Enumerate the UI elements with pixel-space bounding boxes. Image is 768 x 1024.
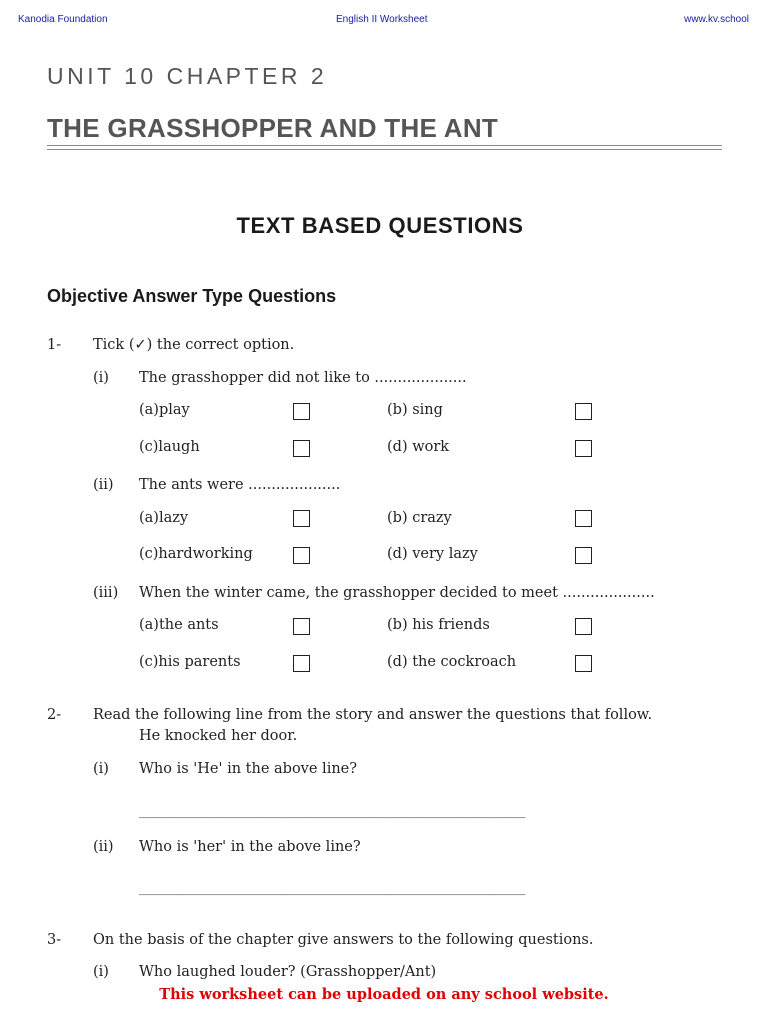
- option-label: (d) work: [387, 439, 450, 455]
- option-label: (b) crazy: [387, 510, 452, 526]
- question-prompt: On the basis of the chapter give answers to the following questions.: [93, 932, 594, 948]
- option-label: (b) sing: [387, 402, 443, 418]
- option-checkbox[interactable]: [293, 618, 310, 635]
- option-checkbox[interactable]: [575, 440, 592, 457]
- option-label: (a)lazy: [139, 510, 189, 526]
- option-checkbox[interactable]: [293, 403, 310, 420]
- option-label: (a)play: [139, 402, 190, 418]
- section-title: TEXT BASED QUESTIONS: [236, 213, 524, 238]
- question-number: 1-: [47, 337, 62, 353]
- part-text: Who is 'her' in the above line?: [139, 839, 361, 855]
- part-text: The grasshopper did not like to ....................: [139, 370, 467, 386]
- part-text: When the winter came, the grasshopper decided to meet ....................: [139, 585, 655, 601]
- part-label: (i): [93, 370, 109, 386]
- question-prompt: Tick (✓) the correct option.: [93, 337, 295, 353]
- part-label: (i): [93, 964, 109, 980]
- answer-blank-line[interactable]: ____________________________________________________: [139, 804, 526, 819]
- footer-note: This worksheet can be uploaded on any school website.: [159, 986, 609, 1003]
- part-label: (ii): [93, 477, 114, 493]
- header-right-link[interactable]: www.kv.school: [684, 14, 749, 25]
- quoted-line: He knocked her door.: [139, 728, 298, 744]
- question-prompt: Read the following line from the story and answer the questions that follow.: [93, 707, 653, 723]
- option-label: (d) the cockroach: [387, 654, 517, 670]
- chapter-title: THE GRASSHOPPER AND THE ANT: [47, 113, 499, 143]
- part-label: (ii): [93, 839, 114, 855]
- option-checkbox[interactable]: [575, 547, 592, 564]
- option-checkbox[interactable]: [293, 510, 310, 527]
- part-text: Who is 'He' in the above line?: [139, 761, 358, 777]
- question-number: 3-: [47, 932, 62, 948]
- answer-blank-line[interactable]: ____________________________________________________: [139, 881, 526, 896]
- title-underline-bottom: [47, 149, 722, 150]
- part-text: The ants were ....................: [139, 477, 341, 493]
- part-text: Who laughed louder? (Grasshopper/Ant): [139, 964, 437, 980]
- option-checkbox[interactable]: [575, 618, 592, 635]
- option-checkbox[interactable]: [575, 510, 592, 527]
- subsection-title: Objective Answer Type Questions: [47, 286, 337, 306]
- option-label: (c)his parents: [139, 654, 241, 670]
- part-label: (i): [93, 761, 109, 777]
- option-label: (b) his friends: [387, 617, 490, 633]
- header-center-text: English II Worksheet: [336, 14, 428, 25]
- unit-label: UNIT 10 CHAPTER 2: [47, 63, 328, 89]
- option-label: (d) very lazy: [387, 546, 478, 562]
- option-checkbox[interactable]: [293, 655, 310, 672]
- option-checkbox[interactable]: [575, 403, 592, 420]
- option-checkbox[interactable]: [293, 440, 310, 457]
- option-label: (a)the ants: [139, 617, 219, 633]
- question-number: 2-: [47, 707, 62, 723]
- option-checkbox[interactable]: [293, 547, 310, 564]
- option-label: (c)laugh: [139, 439, 200, 455]
- header-left-text: Kanodia Foundation: [18, 14, 108, 25]
- option-label: (c)hardworking: [139, 546, 253, 562]
- title-underline-top: [47, 145, 722, 146]
- part-label: (iii): [93, 585, 119, 601]
- option-checkbox[interactable]: [575, 655, 592, 672]
